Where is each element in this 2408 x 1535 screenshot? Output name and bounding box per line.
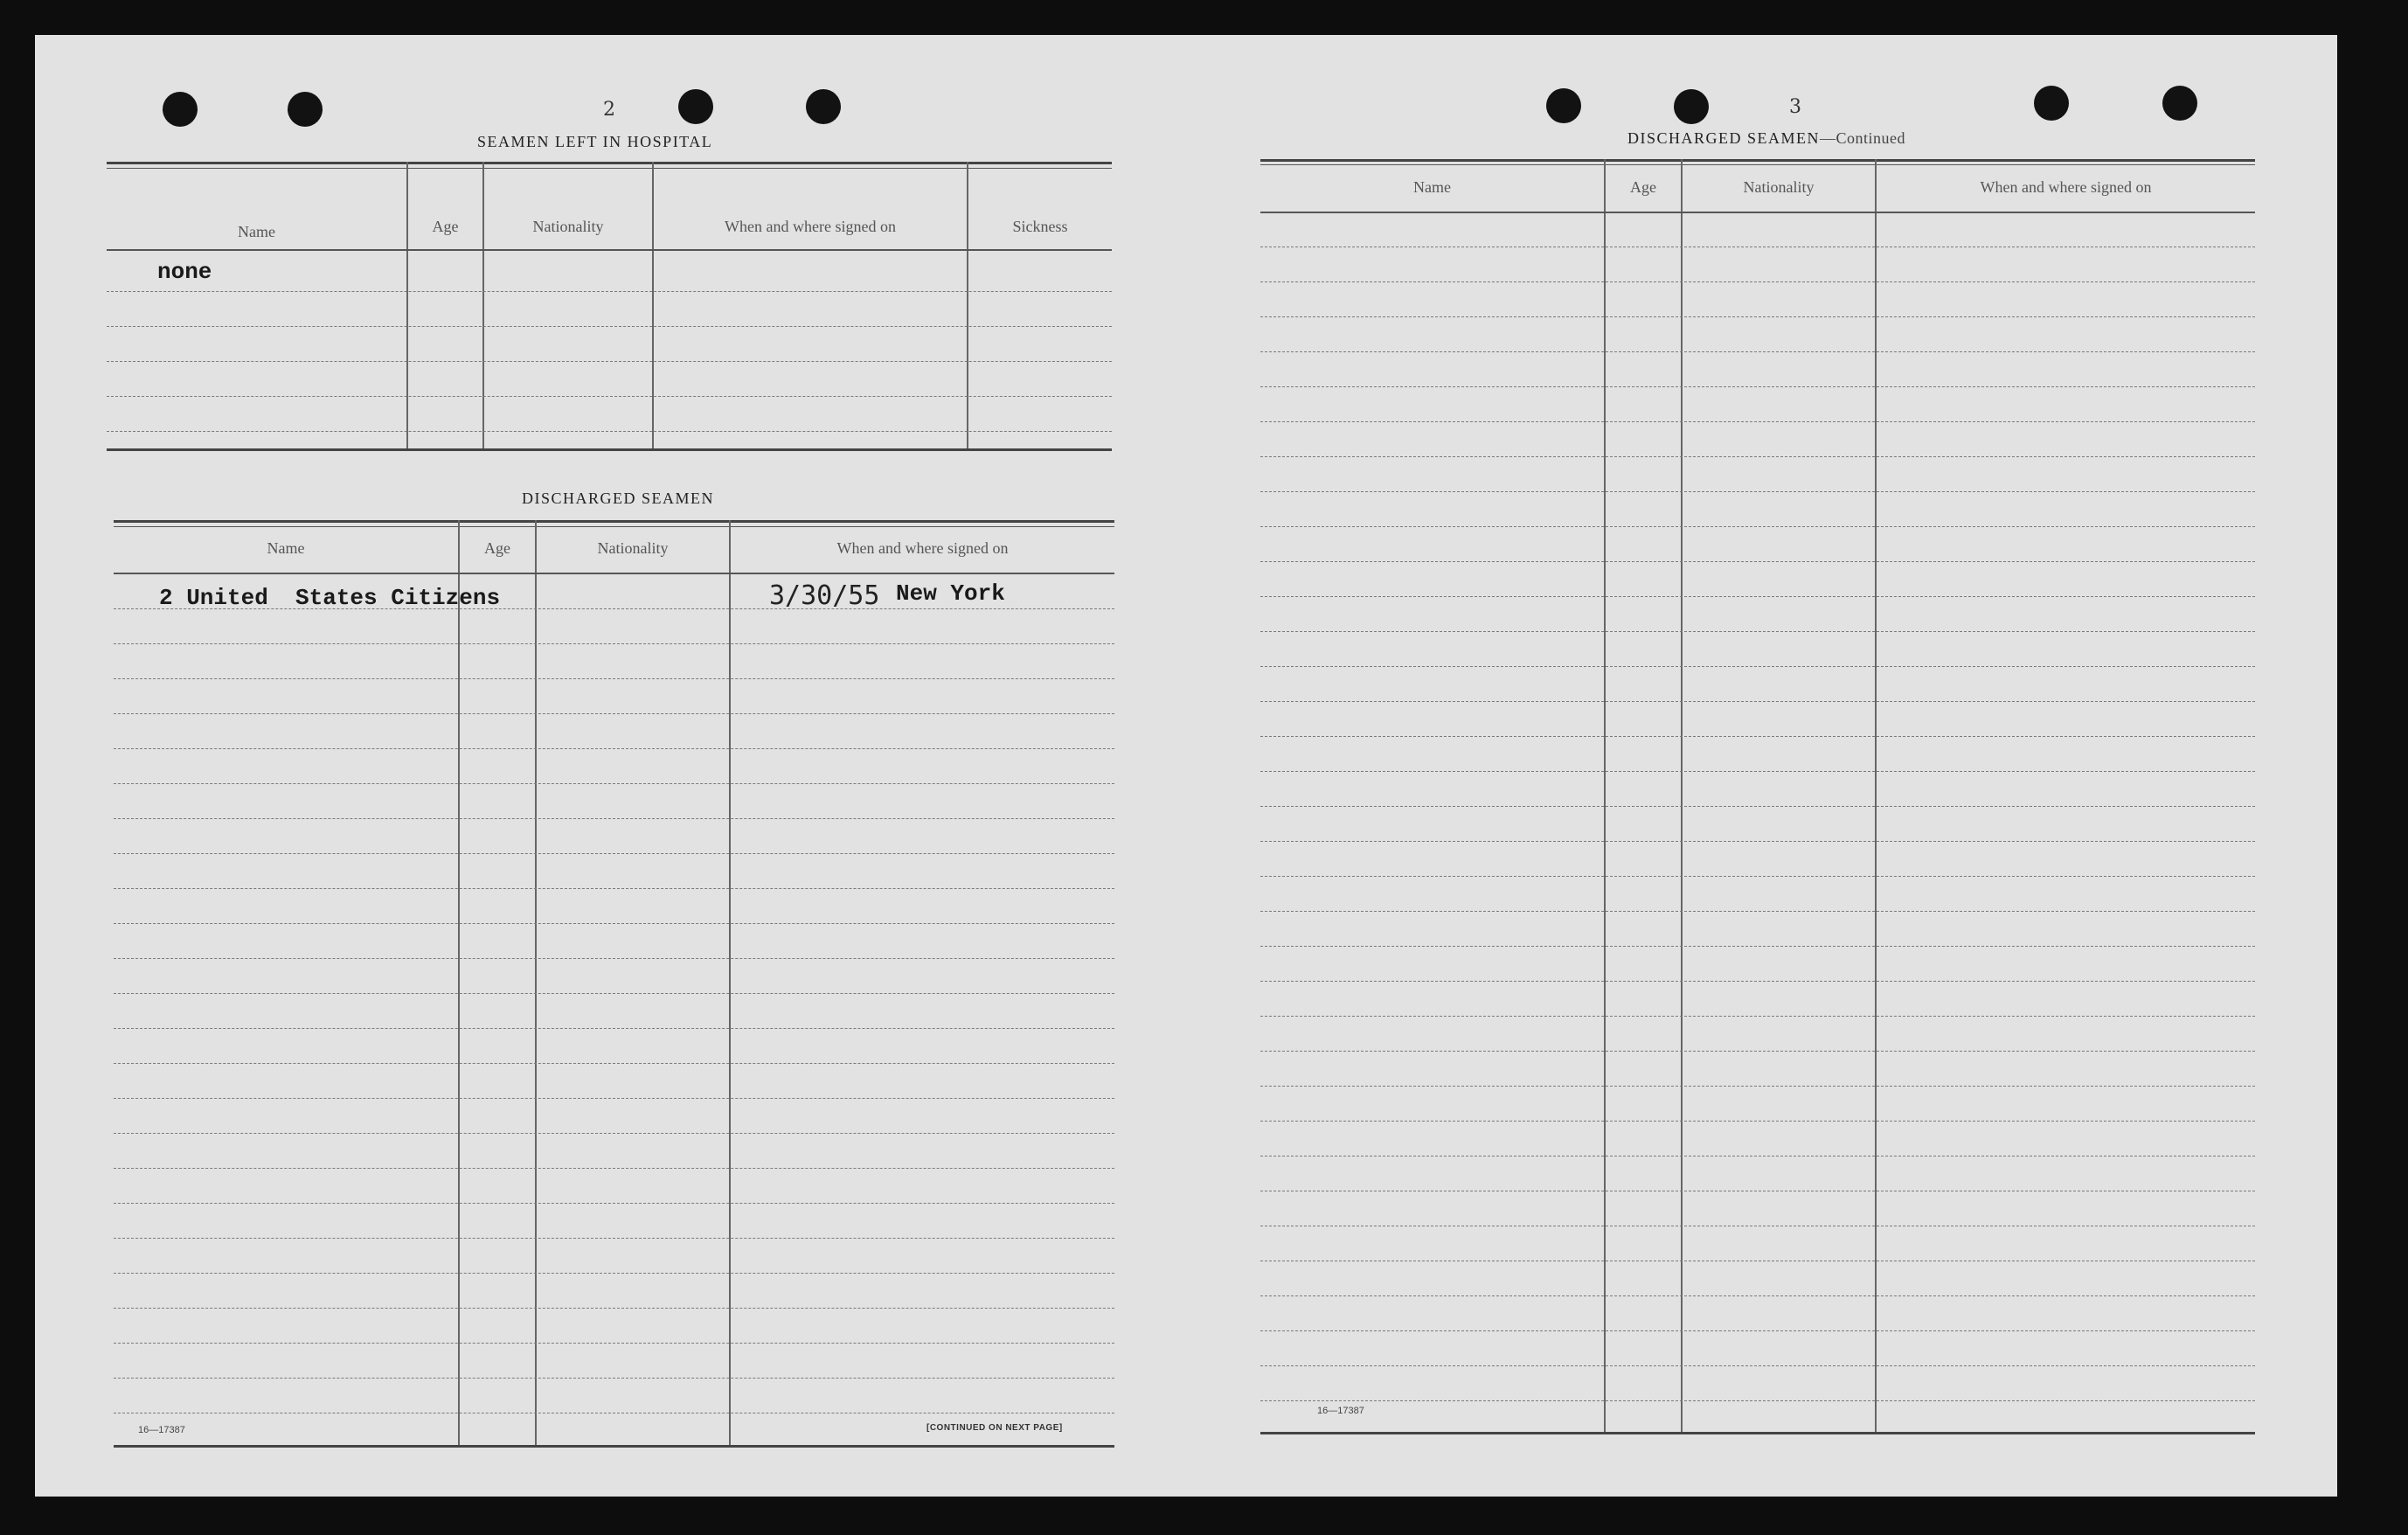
punch-hole <box>1674 89 1709 124</box>
punch-hole <box>806 89 841 124</box>
column-header-age: Age <box>1630 178 1656 196</box>
punch-hole <box>678 89 713 124</box>
hospital-table <box>107 162 1112 450</box>
punch-hole <box>2034 86 2069 121</box>
continued-note: [CONTINUED ON NEXT PAGE] <box>926 1423 1063 1433</box>
continued-table <box>1260 159 2255 1435</box>
continued-section-title <box>1627 129 1905 148</box>
discharged-section-title: DISCHARGED SEAMEN <box>522 490 715 507</box>
form-number: 16—17387 <box>138 1425 185 1435</box>
page-number: 3 <box>1789 96 1801 118</box>
continued-suffix: —Continued <box>1820 129 1906 147</box>
form-number: 16—17387 <box>1317 1406 1364 1416</box>
column-header-nationality: Nationality <box>597 539 669 557</box>
column-header-name: Name <box>238 223 275 240</box>
column-header-signed-on: When and where signed on <box>1980 178 2152 196</box>
discharged-entry-place: New York <box>896 580 1005 607</box>
column-header-age: Age <box>484 539 510 557</box>
column-header-sickness: Sickness <box>1012 218 1068 235</box>
column-header-nationality: Nationality <box>532 218 604 235</box>
discharged-entry-line: 2 United States Citizens <box>159 585 501 611</box>
column-header-name: Name <box>267 539 305 557</box>
page-number: 2 <box>603 99 615 121</box>
ledger-sheet <box>35 35 2337 1497</box>
punch-hole <box>163 92 198 127</box>
punch-hole <box>1546 88 1581 123</box>
column-header-signed-on: When and where signed on <box>725 218 896 235</box>
column-header-nationality: Nationality <box>1743 178 1815 196</box>
continued-section-title-text: DISCHARGED SEAMEN <box>1627 129 1821 147</box>
discharged-table <box>114 485 1114 1447</box>
column-header-name: Name <box>1413 178 1451 196</box>
right-page <box>1186 35 2337 1497</box>
punch-hole <box>288 92 323 127</box>
discharged-entry-date: 3/30/55 <box>769 580 880 611</box>
hospital-entry-name: none <box>157 259 212 285</box>
left-page <box>35 35 1171 1497</box>
punch-hole <box>2162 86 2197 121</box>
hospital-section-title: SEAMEN LEFT IN HOSPITAL <box>477 133 713 150</box>
column-header-age: Age <box>432 218 459 235</box>
column-header-signed-on: When and where signed on <box>836 539 1009 557</box>
